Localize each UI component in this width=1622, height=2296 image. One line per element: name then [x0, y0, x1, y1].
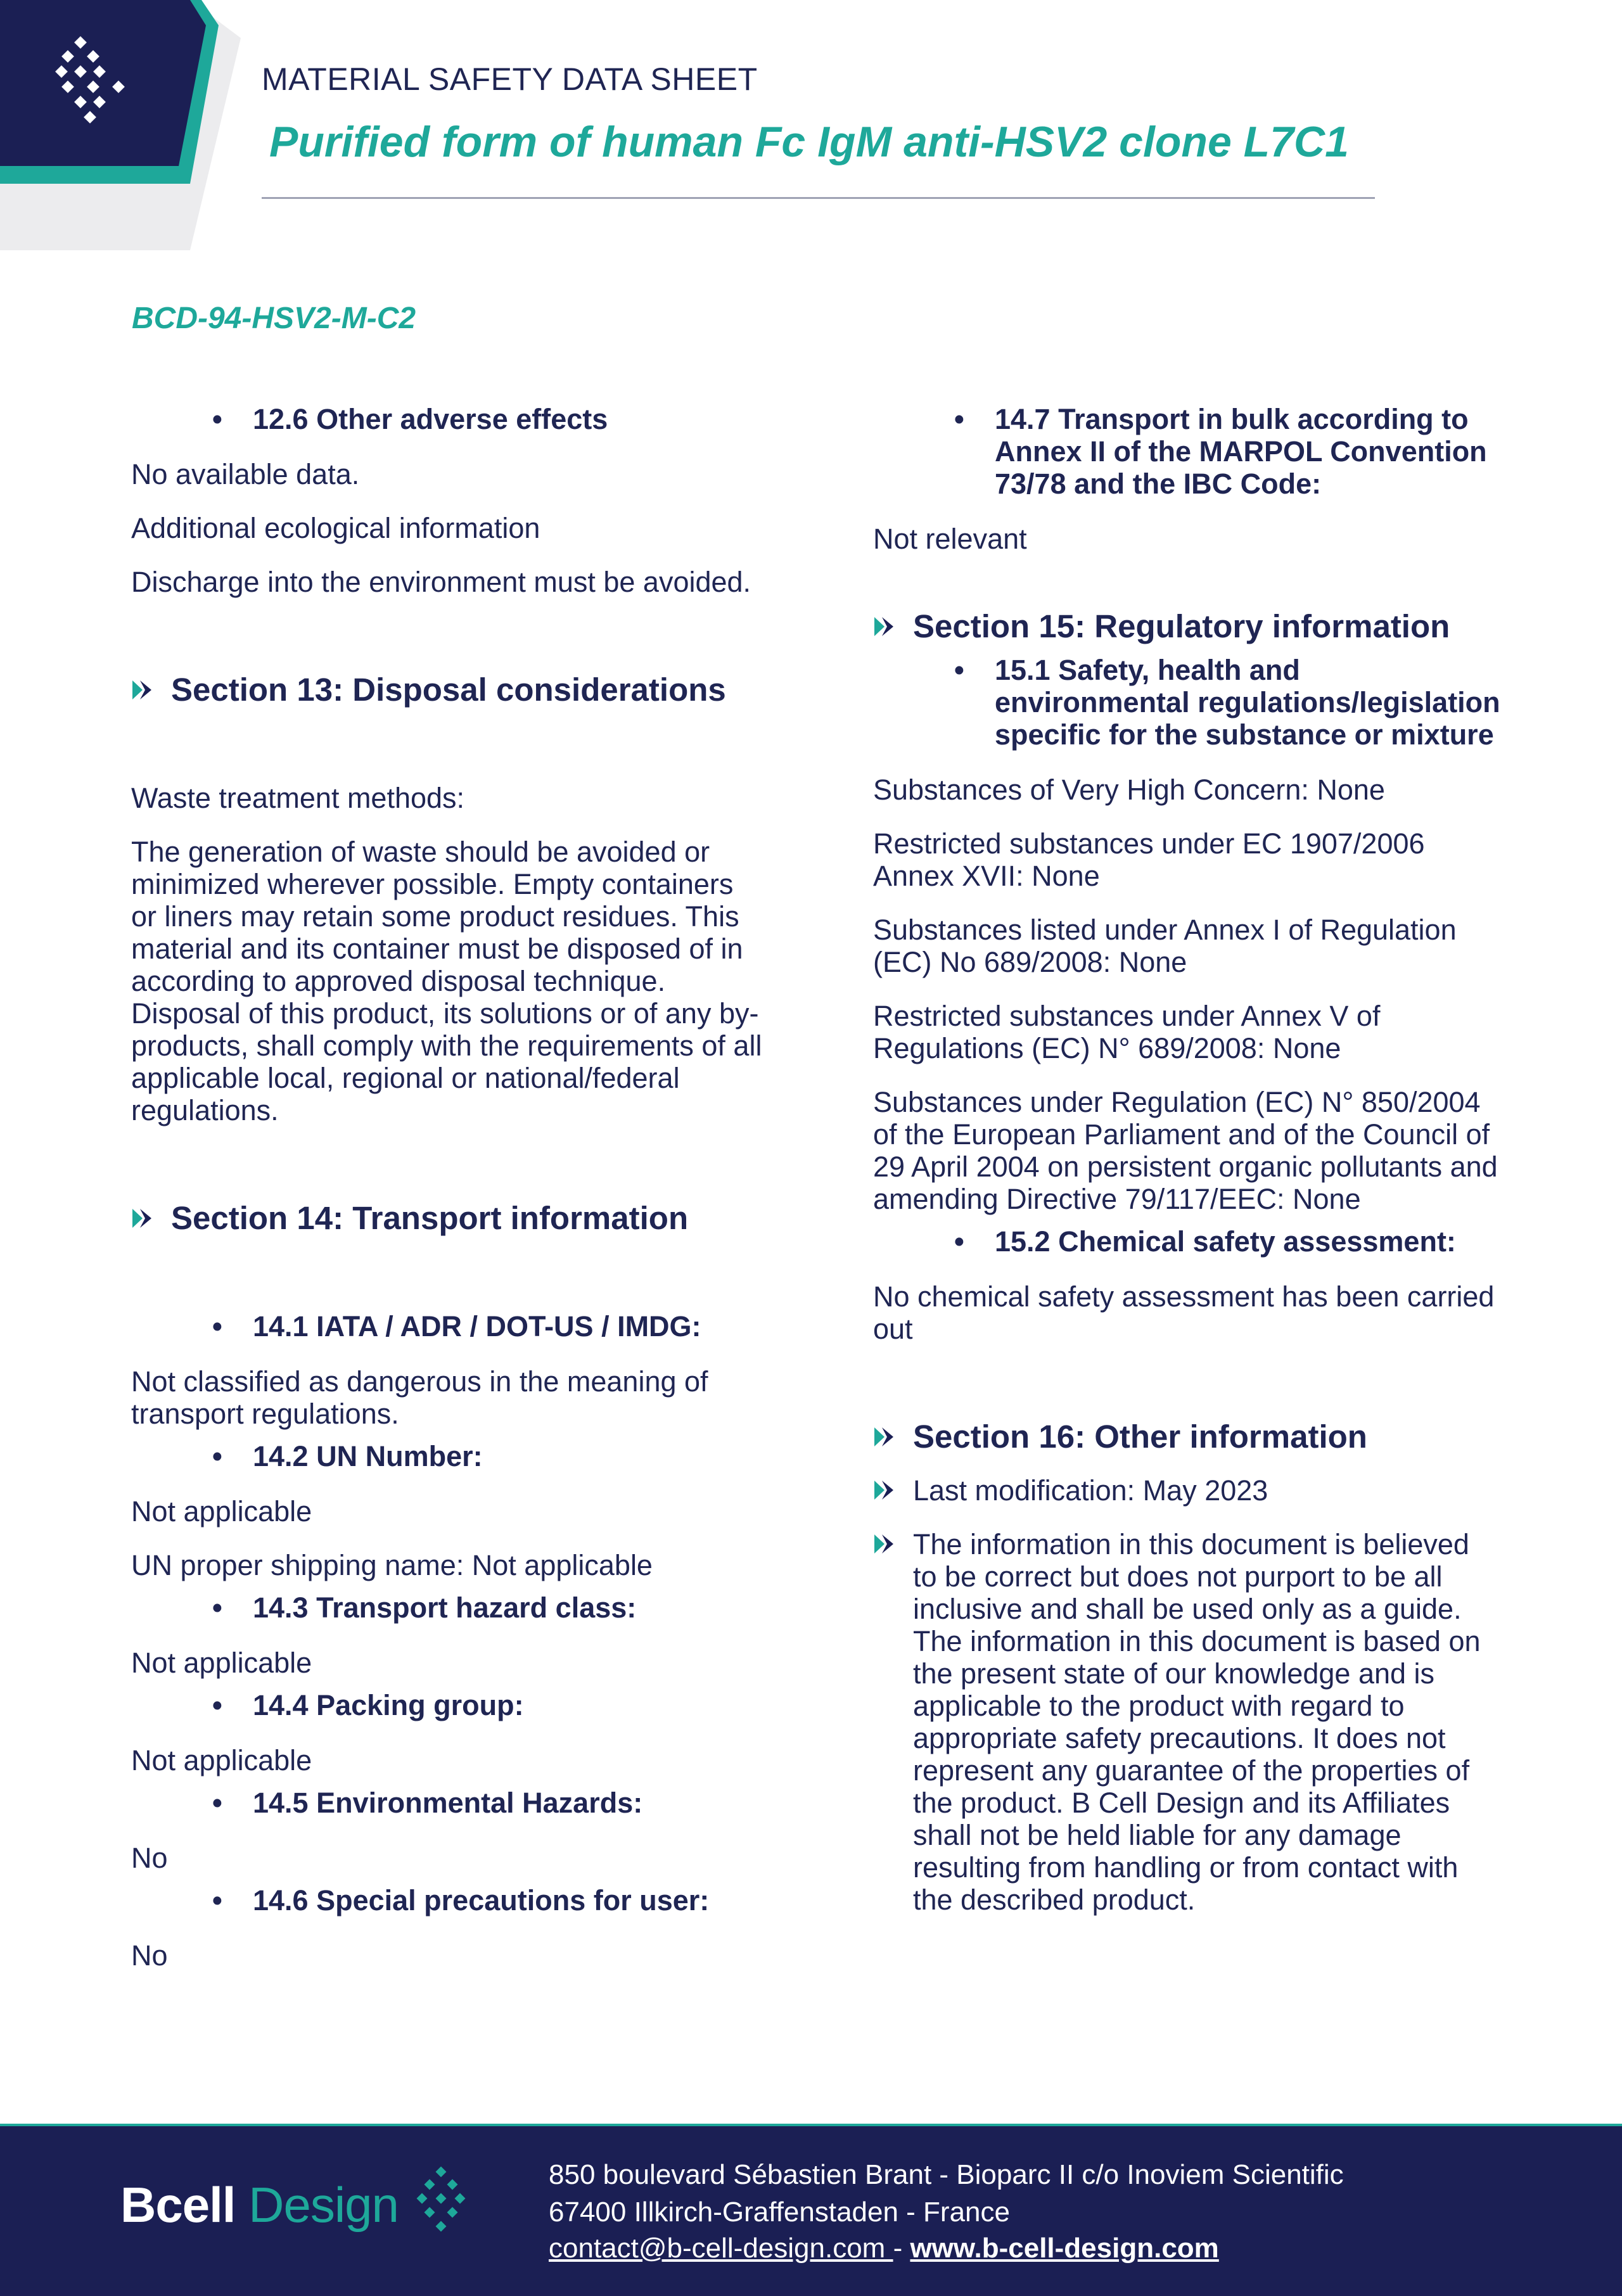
paragraph: No chemical safety assessment has been carried out [873, 1280, 1495, 1345]
section-arrow-icon [873, 1426, 895, 1448]
subsection-title: 14.5 Environmental Hazards: [253, 1787, 643, 1819]
footer-address-line-1: 850 boulevard Sébastien Brant - Bioparc II c/o Inoviem Scientific [549, 2159, 1344, 2190]
logo-dots-icon [413, 2165, 471, 2242]
list-item-text: The information in this document is believed to be correct but does not purport to be all inclusive and shall be used only as a guide. The information in this document is based on the present state of our knowledge and is applicable to the product with regard to appropriate safety precautions. It does not represent any guarantee of the properties of the product. B Cell Design and its Affiliates shall not be held liable for any damage resulting from handling or from contact with the described product. [913, 1528, 1481, 1916]
company-logo [120, 2176, 399, 2234]
section-arrow-icon [131, 1208, 153, 1229]
paragraph: Substances listed under Annex I of Regulation (EC) No 689/2008: None [873, 914, 1457, 978]
paragraph: Additional ecological information [131, 512, 540, 544]
paragraph: No available data. [131, 458, 360, 490]
paragraph: Substances under Regulation (EC) N° 850/2004 of the European Parliament and of the Council of 29 April 2004 on persistent organic pollutants and amending Directive 79/117/EEC: None [873, 1086, 1498, 1215]
paragraph: Not applicable [131, 1744, 312, 1776]
product-code: BCD-94-HSV2-M-C2 [132, 302, 416, 335]
paragraph: The generation of waste should be avoided or minimized wherever possible. Empty containers or liners may retain some product residues. This material and its container must be disposed of in according to approved disposal technique. Disposal of this product, its solutions or of any by-products, shall comply with the requirements of all applicable local, regional or national/federal regulations. [131, 836, 762, 1126]
section-15-heading [873, 608, 1500, 645]
section-title: Section 15: Regulatory information [913, 608, 1450, 644]
logo-text-bcell: Bcell [120, 2177, 236, 2233]
subsection-14-4: • 14.4 Packing group: [212, 1689, 524, 1721]
paragraph: Discharge into the environment must be avoided. [131, 566, 751, 598]
paragraph: Not applicable [131, 1495, 312, 1527]
paragraph: No [131, 1842, 168, 1874]
subsection-title: 15.1 Safety, health and environmental regulations/legislation specific for the substance or mixture [995, 654, 1500, 751]
section-title: Section 13: Disposal considerations [171, 672, 726, 708]
subsection-14-1: • 14.1 IATA / ADR / DOT-US / IMDG: [212, 1310, 701, 1343]
subsection-15-1: • 15.1 Safety, health and environmental regulations/legislation specific for the substance or mixture [954, 654, 1500, 751]
subsection-title: 15.2 Chemical safety assessment: [995, 1225, 1456, 1258]
left-column [131, 403, 765, 1993]
paragraph: Restricted substances under Annex V of Regulations (EC) N° 689/2008: None [873, 1000, 1381, 1064]
subsection-title: 14.3 Transport hazard class: [253, 1591, 637, 1624]
subsection-12-6: • 12.6 Other adverse effects [212, 403, 608, 435]
footer-contact-line [549, 2233, 1219, 2264]
footer-separator: - [893, 2233, 910, 2264]
section-arrow-icon [873, 616, 895, 637]
list-item-text: Last modification: May 2023 [913, 1474, 1268, 1507]
section-arrow-icon [131, 679, 153, 701]
list-item [873, 1528, 1500, 1916]
header-logo-graphic [0, 0, 241, 266]
document-type-label: MATERIAL SAFETY DATA SHEET [262, 61, 758, 97]
subsection-14-6: • 14.6 Special precautions for user: [212, 1884, 710, 1917]
subsection-title: 14.4 Packing group: [253, 1689, 524, 1721]
website-link[interactable]: www.b-cell-design.com [910, 2233, 1219, 2264]
paragraph: UN proper shipping name: Not applicable [131, 1549, 653, 1581]
list-item [873, 1474, 1500, 1507]
email-link[interactable]: contact@b-cell-design.com [549, 2233, 893, 2264]
subsection-title: 12.6 Other adverse effects [253, 403, 608, 435]
subsection-title: 14.1 IATA / ADR / DOT-US / IMDG: [253, 1310, 701, 1343]
subsection-14-5: • 14.5 Environmental Hazards: [212, 1787, 643, 1819]
product-title: Purified form of human Fc IgM anti-HSV2 clone L7C1 [269, 118, 1349, 166]
paragraph: Waste treatment methods: [131, 782, 465, 814]
logo-text-design: Design [235, 2177, 399, 2233]
subsection-14-7: • 14.7 Transport in bulk according to Annex II of the MARPOL Convention 73/78 and the IBC Code: [954, 403, 1487, 500]
subsection-title: 14.2 UN Number: [253, 1440, 483, 1472]
section-title: Section 16: Other information [913, 1419, 1367, 1455]
header-divider [262, 197, 1375, 199]
subsection-15-2: • 15.2 Chemical safety assessment: [954, 1225, 1456, 1258]
right-column [873, 403, 1500, 1937]
paragraph: Restricted substances under EC 1907/2006 Annex XVII: None [873, 827, 1425, 892]
paragraph: Not relevant [873, 523, 1027, 555]
arrow-bullet-icon [873, 1479, 895, 1501]
paragraph: Not applicable [131, 1647, 312, 1679]
paragraph: Substances of Very High Concern: None [873, 774, 1385, 806]
subsection-14-2: • 14.2 UN Number: [212, 1440, 483, 1472]
section-16-heading [873, 1419, 1500, 1455]
section-title: Section 14: Transport information [171, 1200, 689, 1236]
subsection-14-3: • 14.3 Transport hazard class: [212, 1591, 637, 1624]
footer-address-line-2: 67400 Illkirch-Graffenstaden - France [549, 2197, 1010, 2228]
arrow-bullet-icon [873, 1533, 895, 1555]
section-14-heading [131, 1200, 765, 1237]
section-13-heading [131, 672, 765, 708]
subsection-title: 14.6 Special precautions for user: [253, 1884, 710, 1917]
subsection-title: 14.7 Transport in bulk according to Annex II of the MARPOL Convention 73/78 and the IBC Code: [995, 403, 1487, 500]
paragraph: Not classified as dangerous in the meaning of transport regulations. [131, 1365, 708, 1430]
paragraph: No [131, 1939, 168, 1972]
